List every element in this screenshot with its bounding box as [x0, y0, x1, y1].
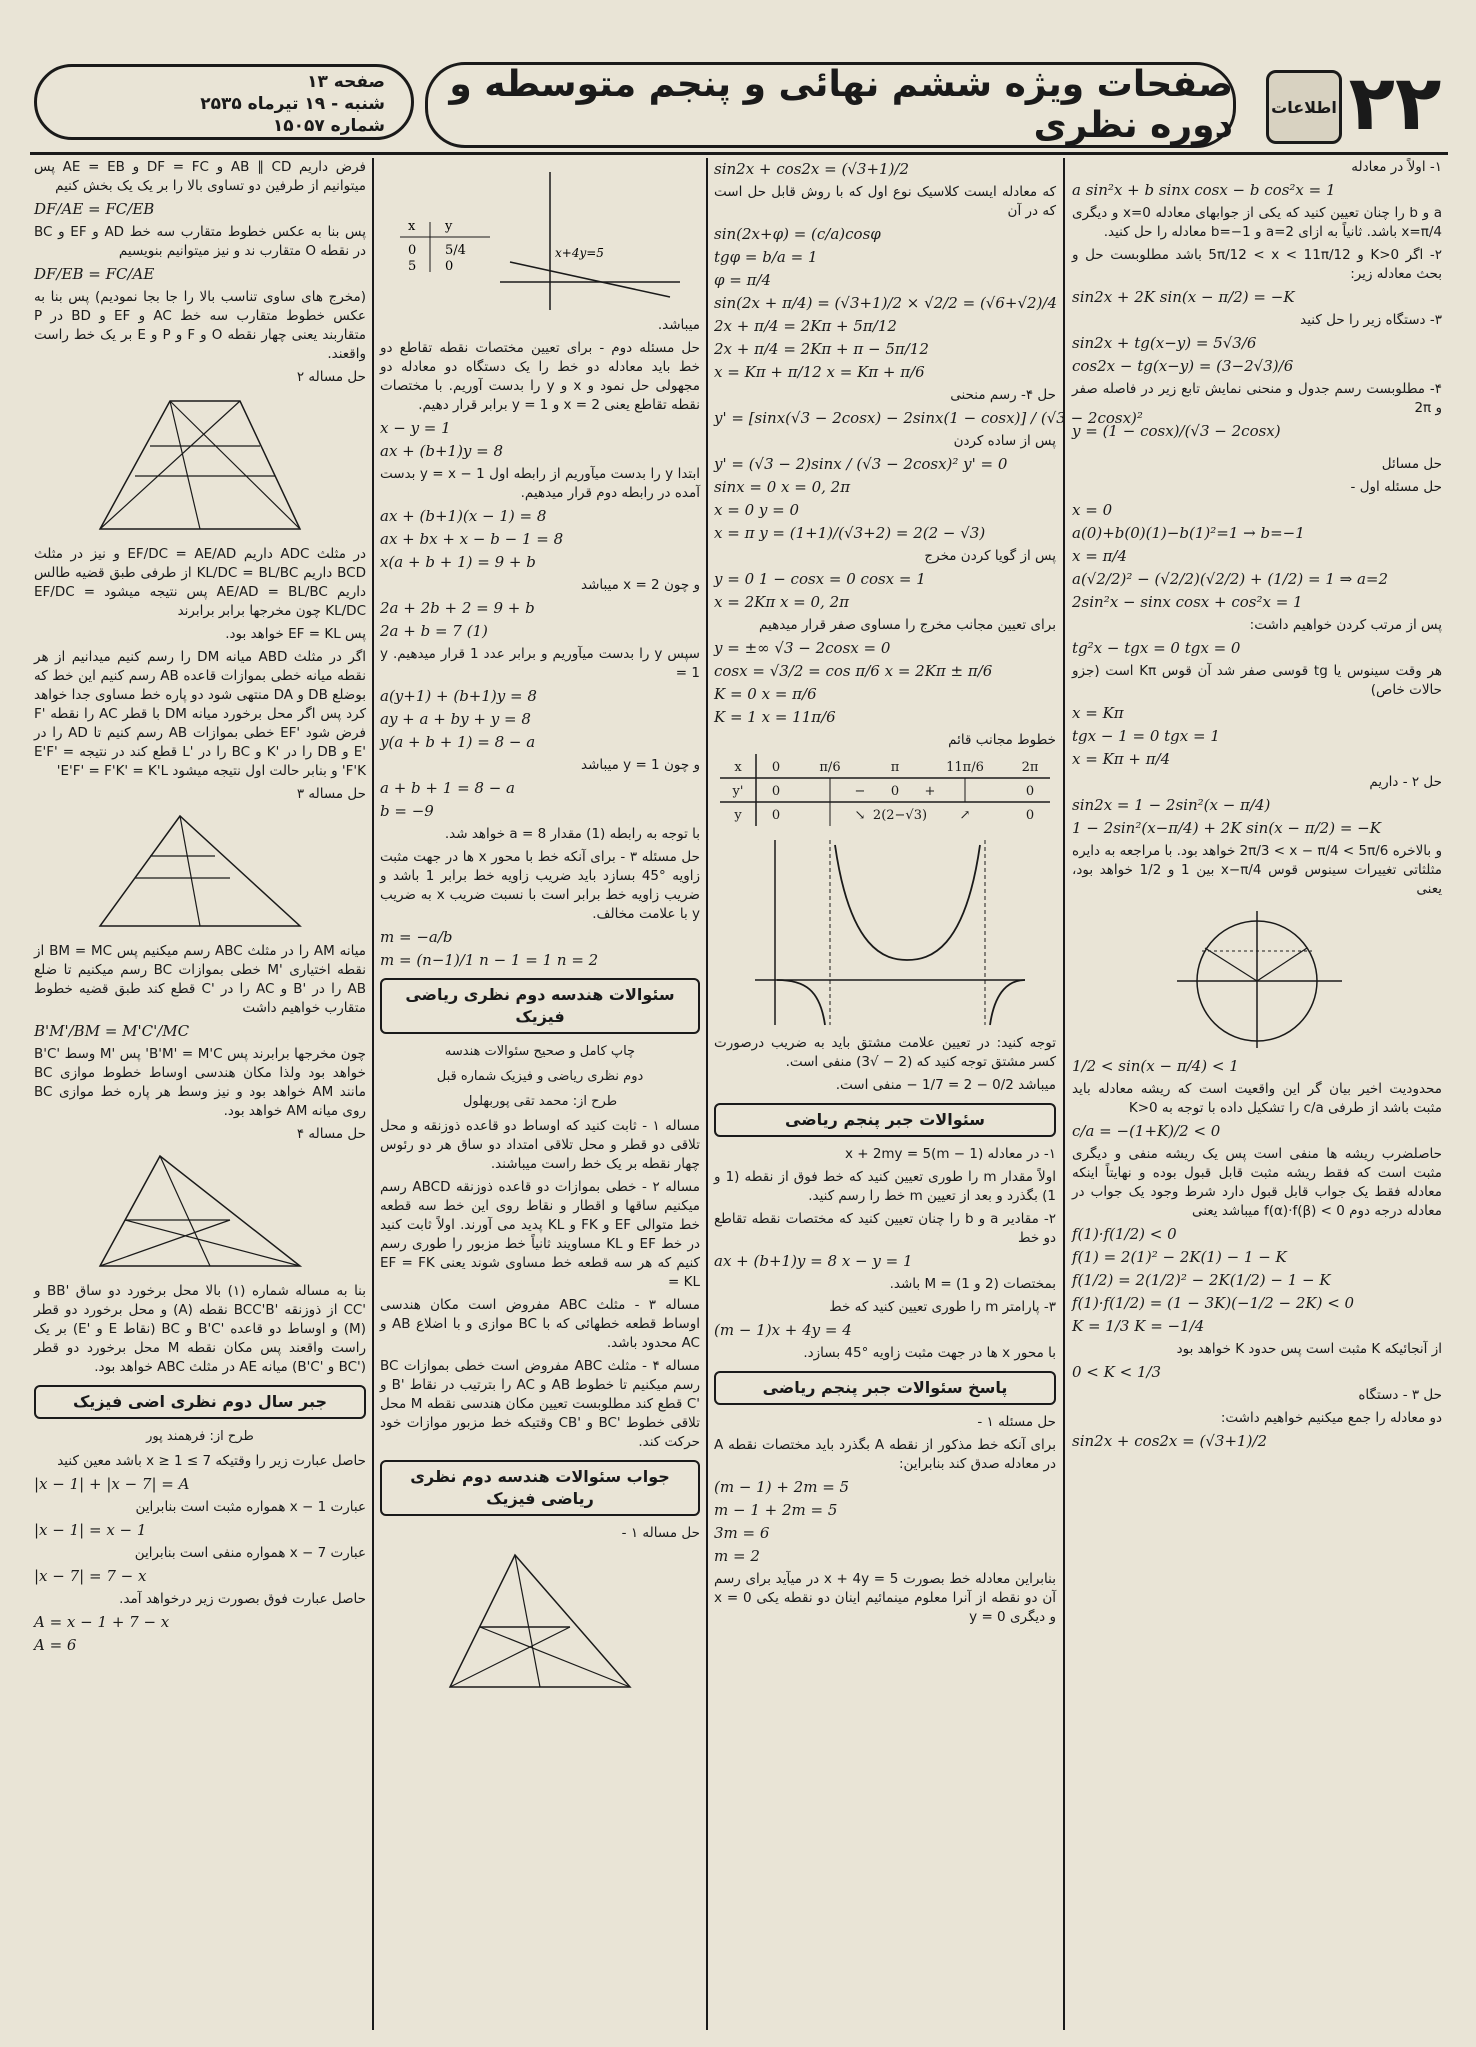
table-cell: 5/4 [445, 243, 466, 258]
equation: x − y = 1 [380, 419, 451, 437]
equation: B'M'/BM = M'C'/MC [34, 1022, 190, 1040]
equation: ax + (b+1)(x − 1) = 8 [380, 507, 547, 525]
equation: (m − 1)x + 4y = 4 [714, 1321, 852, 1339]
text: میباشد. [657, 317, 700, 333]
equation: a(0)+b(0)(1)−b(1)²=1 → b=−1 [1072, 524, 1305, 542]
text: اولاً مقدار m را طوری تعیین کنید که خط فوق از نقطه (1 و 1) بگذرد و بعد از تعیین m خط را رسم کنید. [714, 1169, 1056, 1204]
equation: DF/EB = FC/AE [34, 265, 155, 283]
equation: y = ±∞ √3 − 2cosx = 0 [714, 639, 891, 657]
table-cell: 2(2−√3) [872, 808, 928, 823]
equation: x(a + b + 1) = 9 + b [380, 553, 536, 571]
equation: m = 2 [714, 1547, 760, 1565]
text: فرض داریم AB ∥ CD و DF = FC و AE = EB پس میتوانیم از طرفین دو تساوی بالا را بر یک یک بخش کنیم [34, 159, 366, 194]
triangle-locus-figure [80, 1148, 320, 1278]
equation: sin2x = 1 − 2sin²(x − π/4) [1072, 796, 1271, 814]
text: حل مسئله اول - [1350, 479, 1442, 495]
table-cell: 0 [771, 784, 781, 799]
text: در مثلث ADC داریم EF/DC = AE/AD و نیز در مثلث BCD داریم KL/DC = BL/BC از طرفی طبق قضیه طالس داریم AE/AD = BL/BC پس نتیجه میشود EF/DC = KL/DC چون مخرجها برابر برابرند [34, 546, 367, 619]
text: چون مخرجها برابرند پس B'M' = M'C' پس 'M وسط 'B'C خواهد بود ولذا مکان هندسی اوساط خطوط موازی BC مانند AM خواهد بود و نیز وسط هر پاره خط موازی BC روی میانه AM خواهد بود. [34, 1046, 366, 1119]
equation: K = 1 x = 11π/6 [714, 708, 836, 726]
text: که معادله ایست کلاسیک نوع اول که با روش قابل حل است که در آن [714, 184, 1056, 219]
page-header [30, 58, 1448, 150]
text: حل مسئله دوم - برای تعیین مختصات نقطه تقاطع دو خط باید معادله دو خط را یک دستگاه دو معادله دو مجهولی حل نمود و x و y را بدست آوریم. با مختصات نقطه تقاطع یعنی x = 2 و y = 1 برابر قرار دهیم. [380, 340, 700, 413]
text: ۳- پارامتر m را طوری تعیین کنید که خط [829, 1299, 1056, 1315]
text: a و b را چنان تعیین کنید که یکی از جوابهای معادله x=0 و دیگری x=π/4 باشد. ثانیاً به ازای a=2 و b=−1 معادله را حل کنید. [1072, 205, 1442, 240]
text: حاصل عبارت فوق بصورت زیر درخواهد آمد. [119, 1591, 366, 1607]
text: اگر در مثلث ABD میانه DM را رسم کنیم میدانیم از هر نقطه میانه خطی بموازات قاعده AB رسم کنیم این خط که بوضلع DB و DA منتهی شود دو پاره خط مساوی جدا خواهد کرد پس اگر محل برخورد میانه DM با قطر AC را نقطه 'F فرض شود 'EF خطی بموازات AB رسم کنیم تا AD را در 'E و DB را در 'K و BC را در 'L قطع کند در نتیجه E'F' = F'K' و بنابر حالت اول نتیجه میشود E'F' = F'K' = K'L' [34, 649, 367, 779]
subtitle: دوم نظری ریاضی و فیزیک شماره قبل [436, 1069, 644, 1084]
equation-label: x+4y=5 [555, 246, 604, 260]
table-cell: 0 [1025, 784, 1035, 799]
table-cell: π [890, 760, 900, 775]
equation: x = π y = (1+1)/(√3+2) = 2(2 − √3) [714, 524, 986, 542]
text: ۲- اگر K>0 و 5π/12 < x < 11π/12 باشد مطلوبست حل و بحث معادله زیر: [1072, 247, 1442, 282]
equation: |x − 1| = x − 1 [34, 1521, 147, 1539]
text: پس از گویا کردن مخرج [924, 548, 1056, 564]
section-title: سئوالات هندسه دوم نظری ریاضی فیزیک [380, 978, 700, 1034]
text: ۱- اولاً در معادله [1351, 159, 1442, 175]
text: ابتدا y را بدست میآوریم از رابطه اول y = x − 1 بدست آمده در رابطه دوم قرار میدهیم. [380, 466, 701, 501]
equation: sinx = 0 x = 0, 2π [714, 478, 851, 496]
equation: K = 0 x = π/6 [714, 685, 817, 703]
column-divider [1063, 158, 1065, 2030]
equation: cosx = √3/2 = cos π/6 x = 2Kπ ± π/6 [714, 662, 993, 680]
equation: 3m = 6 [714, 1524, 770, 1542]
equation: f(1/2) = 2(1/2)² − 2K(1/2) − 1 − K [1072, 1271, 1331, 1289]
equation: a(√2/2)² − (√2/2)(√2/2) + (1/2) = 1 ⇒ a=2 [1072, 570, 1389, 588]
equation: tgφ = b/a = 1 [714, 248, 818, 266]
equation: (m − 1) + 2m = 5 [714, 1478, 850, 1496]
equation: φ = π/4 [714, 271, 772, 289]
triangle-median-figure [80, 808, 320, 938]
text: ۴- مطلوبست رسم جدول و منحنی نمایش تابع زیر در فاصله صفر و 2π [1072, 381, 1442, 416]
equation: y = 0 1 − cosx = 0 cosx = 1 [714, 570, 926, 588]
equation: 2sin²x − sinx cosx + cos²x = 1 [1072, 593, 1303, 611]
text: سپس y را بدست میآوریم و برابر عدد 1 قرار میدهیم. y = 1 [380, 646, 700, 681]
column-trig-questions [1072, 158, 1442, 2030]
text: بمختصات (2 و 1) = M باشد. [889, 1276, 1056, 1292]
equation: |x − 7| = 7 − x [34, 1567, 147, 1585]
text: بنابراین معادله خط بصورت x + 4y = 5 در میآید برای رسم آن دو نقطه از آنرا معلوم مینمائیم اینان دو نقطه یکی x = 0 و دیگری y = 0 [714, 1571, 1056, 1625]
issue-info [34, 64, 414, 140]
column-geometry-algebra [34, 158, 366, 2030]
table-cell: 0 [1025, 808, 1035, 823]
equation: ay + a + by + y = 8 [380, 710, 531, 728]
text: میانه AM را در مثلث ABC رسم میکنیم پس BM = MC از نقطه اختیاری 'M خطی بموازات BC رسم میکنیم تا ضلع AB را در 'B و AC را در 'C قطع کند طبق قضیه خطوط متقارب خواهیم داشت [34, 943, 367, 1016]
text: ۲- مقادیر a و b را چنان تعیین کنید که مختصات نقطه تقاطع دو خط [714, 1211, 1056, 1246]
text: حل ۲ - داریم [1369, 774, 1442, 790]
section-title: جبر سال دوم نظری اضی فیزیک [34, 1385, 366, 1419]
equation: ۱- در معادله (m − 1)x + 2my = 5 [844, 1146, 1056, 1162]
section-title: جواب سئوالات هندسه دوم نظری ریاضی فیزیک [380, 1460, 700, 1516]
text: میباشد 0/2 − 2 = 1/7 − منفی است. [835, 1077, 1056, 1093]
table-cell: 0 [771, 808, 781, 823]
text: مساله ۳ - مثلث ABC مفروض است مکان هندسی اوساط قطعه خطهائی که با BC موازی و با اضلاع AB و AC محدود باشد. [380, 1297, 700, 1351]
equation: f(1) = 2(1)² − 2K(1) − 1 − K [1072, 1248, 1287, 1266]
equation: DF/AE = FC/EB [34, 200, 155, 218]
equation: 2x + π/4 = 2Kπ + 5π/12 [714, 317, 897, 335]
text: حل ۴- رسم منحنی [950, 387, 1056, 403]
equation: y = (1 − cosx)/(√3 − 2cosx) [1072, 422, 1281, 440]
text: (مخرج های ساوی تناسب بالا را جا بجا نمودیم) پس بنا به عکس خطوط متقارب سه خط AC و EF و BD در P متقاربند یعنی چهار نقطه O و F و P و E بر یک خط راست واقعند. [34, 289, 367, 362]
equation: x = Kπ + π/4 [1072, 750, 1171, 768]
equation: 1/2 < sin(x − π/4) < 1 [1072, 1057, 1239, 1075]
text: عبارت x − 1 همواره مثبت است بنابراین [135, 1499, 366, 1515]
equation: x = 2Kπ x = 0, 2π [714, 593, 849, 611]
page-label: صفحه ۱۳ [307, 72, 385, 92]
trig-circle-figure [1157, 903, 1357, 1053]
header-rule [30, 152, 1448, 155]
page-title: صفحات ویژه ششم نهائی و پنجم متوسطه و دوره نظری [425, 62, 1236, 148]
text: پس از ساده کردن [953, 433, 1056, 449]
text: محدودیت اخیر بیان گر این واقعیت است که ریشه معادله باید مثبت باشد از طرفی c/a را تشکیل داده با توجه به K>0 [1072, 1081, 1442, 1116]
equation: a + b + 1 = 8 − a [380, 779, 515, 797]
equation: K = 1/3 K = −1/4 [1072, 1317, 1205, 1335]
equation: ax + (b+1)y = 8 x − y = 1 [714, 1252, 913, 1270]
text: و چون x = 2 میباشد [580, 577, 700, 593]
equation: f(1)·f(1/2) = (1 − 3K)(−1/2 − 2K) < 0 [1072, 1294, 1355, 1312]
text: حل مسائل [1381, 456, 1442, 472]
text: با محور x ها در جهت مثبت زاویه °45 بسازد. [803, 1345, 1056, 1361]
text: دو معادله را جمع میکنیم خواهیم داشت: [1220, 1410, 1442, 1426]
table-cell: x [408, 219, 416, 234]
table-cell: y [445, 219, 453, 234]
equation: x = 0 [1072, 501, 1113, 519]
page-number: ۲۲ [1348, 57, 1442, 147]
equation: m − 1 + 2m = 5 [714, 1501, 838, 1519]
text: پس EF = KL خواهد بود. [225, 626, 366, 642]
table-cell: π/6 [819, 760, 841, 775]
equation: b = −9 [380, 802, 434, 820]
text: از آنجائیکه K مثبت است پس حدود K خواهد بود [1176, 1341, 1442, 1357]
equation: A = x − 1 + 7 − x [34, 1613, 170, 1631]
author-credit: طرح از: محمد تقی پوربهلول [462, 1094, 618, 1109]
newspaper-logo: اطلاعات [1266, 70, 1342, 144]
equation: ax + bx + x − b − 1 = 8 [380, 530, 564, 548]
equation: sin2x + cos2x = (√3+1)/2 [714, 160, 910, 178]
equation: 0 < K < 1/3 [1072, 1363, 1162, 1381]
table-cell: 5 [408, 259, 417, 274]
column-divider [372, 158, 374, 2030]
equation: A = 6 [34, 1636, 77, 1654]
equation: sin(2x + π/4) = (√3+1)/2 × √2/2 = (√6+√2)/4 [714, 294, 1058, 312]
text: حل مساله ۳ [296, 786, 366, 802]
table-cell: 0 [771, 760, 781, 775]
equation: x = π/4 [1072, 547, 1128, 565]
table-cell: 0 [408, 243, 417, 258]
text: مساله ۱ - ثابت کنید که اوساط دو قاعده ذوزنقه و محل تلاقی دو قطر و محل تلاقی امتداد دو ساق هر دو رئوس چهار نقطه بر یک خط راست میباشند. [380, 1118, 700, 1172]
equation: y' = (√3 − 2)sinx / (√3 − 2cosx)² y' = 0 [714, 455, 1008, 473]
line-graph-figure [390, 162, 690, 312]
equation: a(y+1) + (b+1)y = 8 [380, 687, 537, 705]
text: و بالاخره 2π/3 < x − π/4 < 5π/6 خواهد بود. با مراجعه به دایره مثلثاتی تغییرات سینوس قوس x−π/4 بین 1 و 1/2 خواهد بود، یعنی [1072, 843, 1442, 897]
table-cell: 11π/6 [946, 760, 984, 775]
section-title: سئوالات جبر پنجم ریاضی [714, 1103, 1056, 1137]
table-cell: + [924, 784, 936, 799]
equation: m = (n−1)/1 n − 1 = 1 n = 2 [380, 951, 599, 969]
equation: x = Kπ [1072, 704, 1124, 722]
equation: tgx − 1 = 0 tgx = 1 [1072, 727, 1220, 745]
subtitle: چاپ کامل و صحیح سئوالات هندسه [444, 1044, 636, 1059]
text: حل مساله ۱ - [621, 1525, 700, 1541]
text: برای آنکه خط مذکور از نقطه A بگذرد باید مختصات نقطه A در معادله صدق کند بنابراین: [714, 1437, 1056, 1472]
equation: x = 0 y = 0 [714, 501, 799, 519]
issue-number: شماره ۱۵۰۵۷ [272, 116, 385, 136]
equation: c/a = −(1+K)/2 < 0 [1072, 1122, 1221, 1140]
table-cell: ↘ [854, 808, 866, 823]
text: حل مسئله ۱ - [977, 1414, 1056, 1430]
equation: tg²x − tgx = 0 tgx = 0 [1072, 639, 1241, 657]
equation: 1 − 2sin²(x−π/4) + 2K sin(x − π/2) = −K [1072, 819, 1381, 837]
text: ۳- دستگاه زیر را حل کنید [1300, 312, 1442, 328]
text: بنا به مساله شماره (۱) بالا محل برخورد دو ساق 'BB و 'CC از ذوزنقه 'BCC'B نقطه (A) و محل برخورد دو قطر (M) و اوساط دو قاعده 'B'C و BC (نقاط E و 'E) بر یک راست واقعند پس مکان نقطه M محل برخورد دو قطر ('BC و 'B'C) میانه AE در مثلث ABC خواهد بود. [34, 1283, 367, 1375]
text: و چون y = 1 میباشد [580, 757, 700, 773]
text: عبارت x − 7 همواره منفی است بنابراین [134, 1545, 366, 1561]
text: هر وقت سینوس یا tg قوسی صفر شد آن قوس Kπ است (جزو حالات خاص) [1072, 663, 1443, 698]
text: حاصلضرب ریشه ها منفی است پس یک ریشه منفی و دیگری مثبت است که فقط ریشه مثبت قابل قبول بوده و نهایتاً اینکه معادله فقط یک جواب قابل قبول دارد شرط وجود یک جواب در معادله درجه دوم f(α)·f(β) < 0 میباشد یعنی [1072, 1146, 1442, 1219]
equation: 2x + π/4 = 2Kπ + π − 5π/12 [714, 340, 929, 358]
text: با توجه به رابطه (1) مقدار a = 8 خواهد شد. [444, 826, 700, 842]
equation: f(1)·f(1/2) < 0 [1072, 1225, 1177, 1243]
text: حل مساله ۴ [296, 1126, 366, 1142]
equation: m = −a/b [380, 928, 453, 946]
table-cell: x [734, 760, 742, 775]
equation: sin2x + cos2x = (√3+1)/2 [1072, 1432, 1268, 1450]
text: پس بنا به عکس خطوط متقارب سه خط AD و EF و BC در نقطه O متقارب ند و نیز میتوانیم بنویسیم [34, 224, 367, 259]
column-divider [706, 158, 708, 2030]
text: مساله ۲ - خطی بموازات دو قاعده ذوزنقه ABCD رسم میکنیم ساقها و اقطار و نقاط روی این خط سه قطعه خط متوالی EF و FK و KL پدید می آورند. اولاً ثابت کنید در خط EF و KL مساویند ثانیاً خط مزبور را طوری رسم کنیم که هر سه قطعه خط مساوی شوند یعنی EF = FK = KL [380, 1179, 701, 1290]
equation: 2a + b = 7 (1) [380, 622, 488, 640]
trapezoid-triangle-figure [430, 1547, 650, 1697]
table-cell: y [734, 808, 742, 823]
table-cell: − [854, 784, 866, 799]
equation: sin2x + tg(x−y) = 5√3/6 [1072, 334, 1257, 352]
table-cell: y' [732, 784, 744, 799]
text: مساله ۴ - مثلث ABC مفروض است خطی بموازات BC رسم میکنیم تا خطوط AB و AC را بترتیب در نقاط 'B و 'C قطع کند مطلوبست تعیین مکان هندسی نقطه M محل تلاقی خطوط 'BC و 'CB وقتیکه خط مزبور موازات خود حرکت کند. [380, 1358, 701, 1450]
equation: sin2x + 2K sin(x − π/2) = −K [1072, 288, 1295, 306]
author-credit: طرح از: فرهمند پور [146, 1429, 254, 1444]
column-geometry [380, 158, 700, 2030]
trapezoid-figure [80, 391, 320, 541]
text: حل مساله ۲ [296, 369, 366, 385]
table-cell: ↗ [959, 808, 971, 823]
equation: a sin²x + b sinx cosx − b cos²x = 1 [1072, 181, 1336, 199]
equation: ax + (b+1)y = 8 [380, 442, 504, 460]
text: توجه کنید: در تعیین علامت مشتق باید به ضریب درصورت کسر مشتق توجه کنید که (2 − √3) منفی است. [714, 1035, 1056, 1070]
table-cell: 0 [890, 784, 900, 799]
section-title: پاسخ سئوالات جبر پنجم ریاضی [714, 1371, 1056, 1405]
equation: sin(2x+φ) = (c/a)cosφ [714, 225, 881, 243]
equation: cos2x − tg(x−y) = (3−2√3)/6 [1072, 357, 1294, 375]
issue-date: شنبه - ۱۹ تیرماه ۲۵۳۵ [200, 94, 385, 114]
text: پس از مرتب کردن خواهیم داشت: [1249, 617, 1442, 633]
equation: y(a + b + 1) = 8 − a [380, 733, 536, 751]
equation: |x − 1| + |x − 7| = A [34, 1475, 190, 1493]
equation: 2a + 2b + 2 = 9 + b [380, 599, 535, 617]
text: حاصل عبارت زیر را وقتیکه 7 ≥ x ≥ 1 باشد معین کنید [57, 1453, 366, 1469]
equation: x = Kπ + π/12 x = Kπ + π/6 [714, 363, 925, 381]
text: حل ۳ - دستگاه [1358, 1387, 1442, 1403]
variation-table [720, 754, 1050, 826]
text: خطوط مجانب قائم [948, 732, 1056, 748]
table-cell: 2π [1021, 760, 1039, 775]
text: حل مسئله ۳ - برای آنکه خط با محور x ها در جهت مثبت زاویه °45 بسازد باید ضریب زاویه خط برابر 1 باشد و ضریب زاویه خط برابر است با نسبت ضریب x به ضریب y با علامت مخالف. [380, 849, 701, 922]
equation: y' = [sinx(√3 − 2cosx) − 2sinx(1 − cosx)] / (√3 − 2cosx)² [714, 409, 1143, 427]
table-cell: 0 [445, 259, 454, 274]
text: برای تعیین مجانب مخرج را مساوی صفر قرار میدهیم [759, 617, 1056, 633]
function-curve-figure [735, 830, 1035, 1030]
